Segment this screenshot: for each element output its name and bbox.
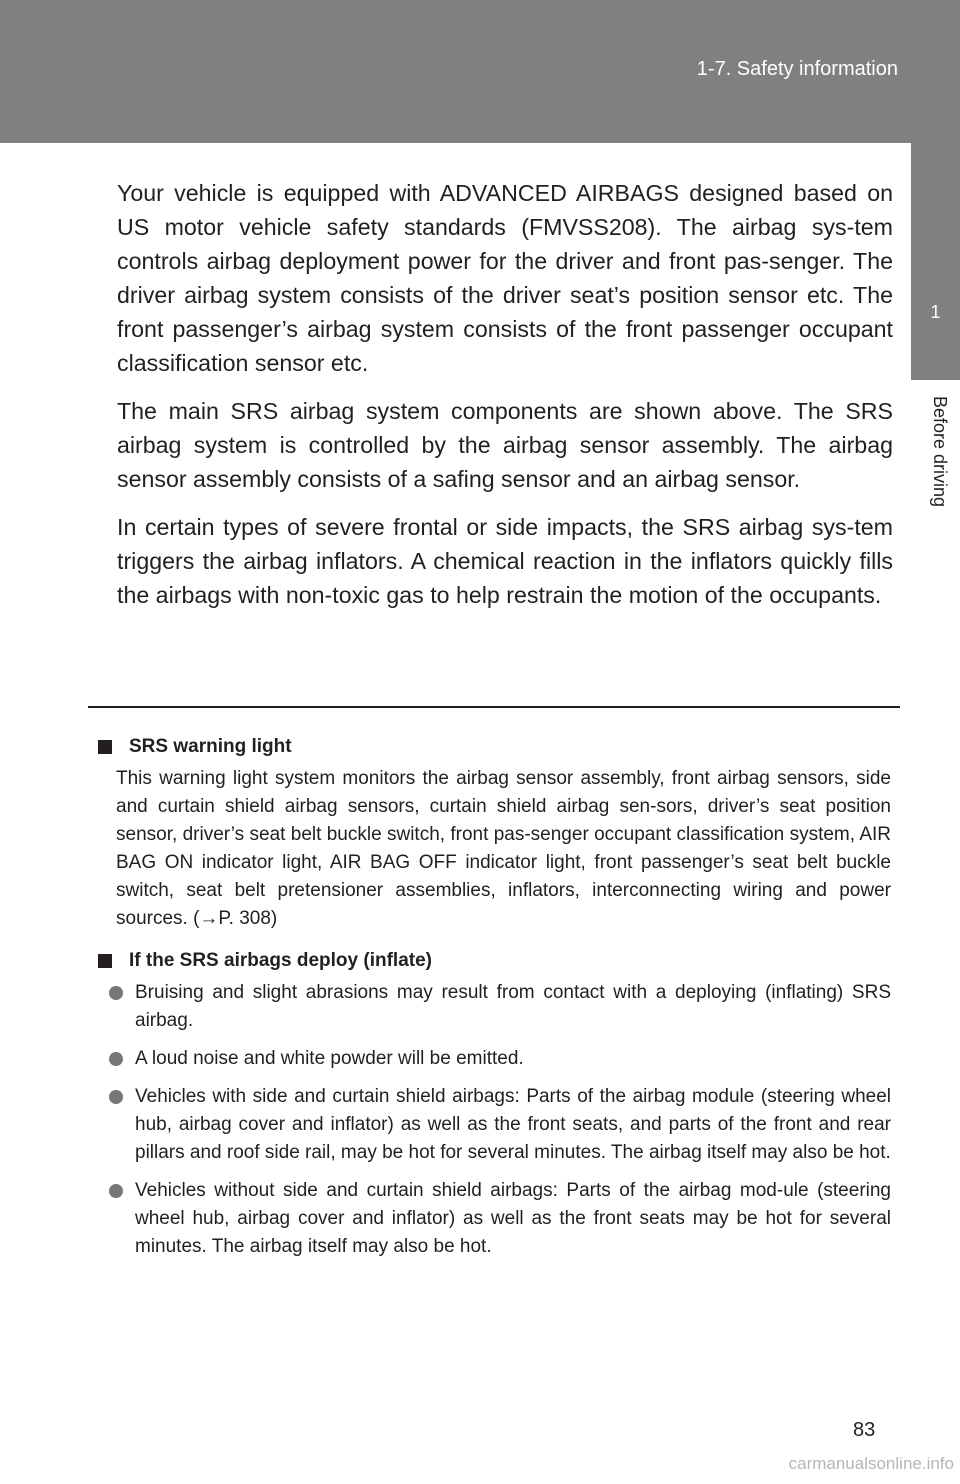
warning-light-body: This warning light system monitors the airbag sensor assembly, front airbag sensors, side and curtain shield airbag sensors, curtain shield airbag sen-sors, driver’s seat position sensor, driver’s seat belt buckle switch, front pas-senger occupant classification system, AIR BAG ON indicator light, AIR BAG OFF indicator light, front passenger’s seat belt buckle switch, seat belt pretensioner assemblies, inflators, interconnecting wiring and power sources. (→P. 308): [116, 768, 891, 929]
section-title: 1-7. Safety information: [696, 58, 898, 80]
list-item: A loud noise and white powder will be emitted.: [98, 1045, 891, 1073]
page-number: 83: [853, 1419, 876, 1441]
intro-text: [117, 176, 893, 626]
square-bullet-icon: [98, 740, 112, 754]
square-bullet-icon: [98, 954, 112, 968]
side-tab: [911, 143, 960, 380]
list-item: Vehicles with side and curtain shield airbags: Parts of the airbag module (steering wheel hub, airbag cover and inflator) as well as the front seats, and parts of the front and rear pillars and roof side rail, may be hot for several minutes. The airbag itself may also be hot.: [98, 1083, 891, 1167]
chapter-label: Before driving: [930, 396, 950, 508]
deploy-heading: [98, 947, 891, 975]
warning-light-title: SRS warning light: [129, 736, 292, 757]
intro-paragraph: Your vehicle is equipped with ADVANCED AIRBAGS designed based on US motor vehicle safety standards (FMVSS208). The airbag sys-tem controls airbag deployment power for the driver and front pas-senger. The driver airbag system consists of the driver seat’s position sensor etc. The front passenger’s airbag system consists of the front passenger occupant classification sensor etc.: [117, 180, 893, 376]
deploy-title: If the SRS airbags deploy (inflate): [129, 950, 432, 971]
watermark: carmanualsonline.info: [788, 1454, 954, 1473]
circle-bullet-icon: [109, 1090, 123, 1104]
notes: [98, 733, 891, 1271]
page-header: [0, 0, 960, 143]
chapter-number: 1: [930, 302, 941, 322]
intro-paragraph: In certain types of severe frontal or side impacts, the SRS airbag sys-tem triggers the airbag inflators. A chemical reaction in the inflators quickly fills the airbags with non-toxic gas to help restrain the motion of the occupants.: [117, 514, 893, 608]
warning-light-heading: [98, 733, 891, 761]
circle-bullet-icon: [109, 1052, 123, 1066]
circle-bullet-icon: [109, 986, 123, 1000]
list-item: Vehicles without side and curtain shield airbags: Parts of the airbag mod-ule (steering wheel hub, airbag cover and inflator) as well as the front seats may be hot for several minutes. The airbag itself may also be hot.: [98, 1177, 891, 1261]
deploy-list: [98, 979, 891, 1261]
intro-paragraph: The main SRS airbag system components are shown above. The SRS airbag system is controlled by the airbag sensor assembly. The airbag sensor assembly consists of a safing sensor and an airbag sensor.: [117, 398, 893, 492]
circle-bullet-icon: [109, 1184, 123, 1198]
section-divider: [88, 706, 900, 708]
list-item: Bruising and slight abrasions may result from contact with a deploying (inflating) SRS airbag.: [98, 979, 891, 1035]
